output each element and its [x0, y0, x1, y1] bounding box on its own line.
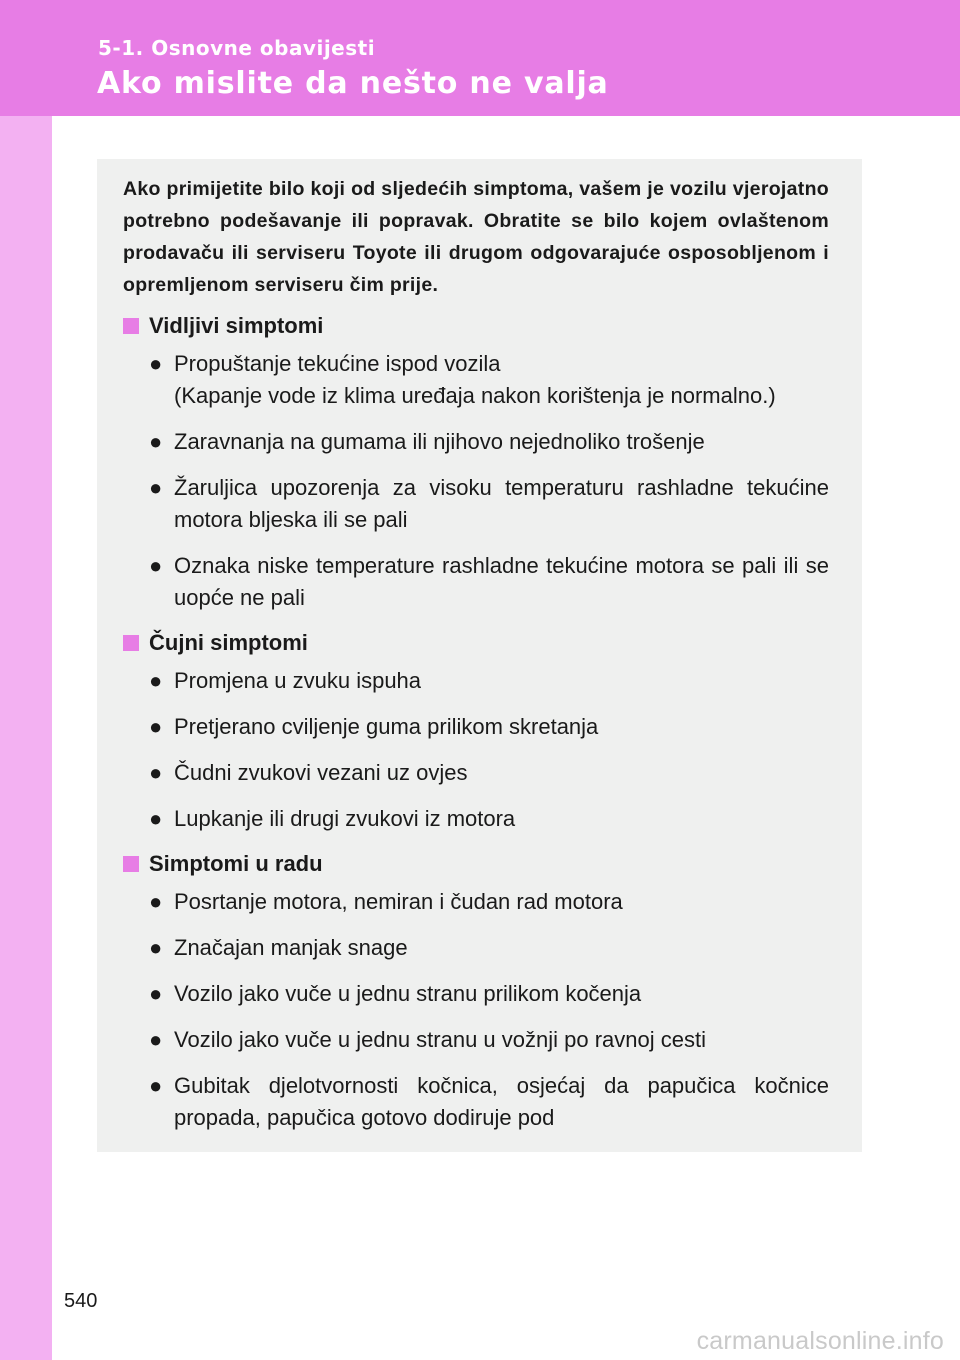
list-item-text: Lupkanje ili drugi zvukovi iz motora	[174, 806, 516, 831]
section-audible-symptoms	[123, 628, 829, 835]
bullet-icon: ●	[149, 935, 163, 960]
symptom-list	[123, 348, 829, 614]
side-strip	[0, 116, 52, 1360]
list-item-text: Vozilo jako vuče u jednu stranu u vožnji po ravnoj cesti	[174, 1027, 706, 1052]
section-visible-symptoms	[123, 311, 829, 614]
bullet-icon: ●	[149, 760, 163, 785]
square-marker-icon	[123, 856, 139, 872]
section-title: Čujni simptomi	[149, 630, 308, 655]
bullet-icon: ●	[149, 1027, 163, 1052]
list-item-note: (Kapanje vode iz klima uređaja nakon korištenja je normalno.)	[174, 383, 776, 408]
bullet-icon: ●	[149, 429, 163, 454]
list-item	[149, 1024, 829, 1056]
list-item-text: Vozilo jako vuče u jednu stranu prilikom kočenja	[174, 981, 642, 1006]
list-item-content	[174, 348, 829, 412]
content-box	[97, 159, 862, 1152]
list-item-text: Zaravnanja na gumama ili njihovo nejednoliko trošenje	[174, 429, 705, 454]
list-item-text: Propuštanje tekućine ispod vozila	[174, 351, 501, 376]
page-number: 540	[64, 1290, 98, 1312]
list-item-text: Gubitak djelotvornosti kočnica, osjećaj da papučica kočnice propada, papučica gotovo dodiruje pod	[174, 1073, 829, 1130]
list-item	[149, 665, 829, 697]
section-heading	[123, 628, 829, 658]
list-item	[149, 348, 829, 412]
square-marker-icon	[123, 635, 139, 651]
list-item	[149, 757, 829, 789]
list-item-text: Žaruljica upozorenja za visoku temperaturu rashladne tekućine motora bljeska ili se pali	[174, 475, 829, 532]
bullet-icon: ●	[149, 668, 163, 693]
section-title: Simptomi u radu	[149, 851, 323, 876]
watermark: carmanualsonline.info	[696, 1327, 944, 1355]
symptom-list	[123, 665, 829, 835]
list-item	[149, 803, 829, 835]
intro-paragraph: Ako primijetite bilo koji od sljedećih simptoma, vašem je vozilu vjerojatno potrebno podešavanje ili popravak. Obratite se bilo kojem ovlaštenom prodavaču ili serviseru Toyote ili drugom odgovarajuće osposobljenom i opremljenom serviseru čim prije.	[123, 178, 829, 296]
symptom-list	[123, 886, 829, 1134]
section-heading	[123, 849, 829, 879]
section-heading	[123, 311, 829, 341]
list-item	[149, 978, 829, 1010]
page-header	[0, 0, 960, 116]
section-reference: 5-1. Osnovne obavijesti	[98, 36, 376, 60]
list-item-text: Značajan manjak snage	[174, 935, 408, 960]
list-item-text: Pretjerano cviljenje guma prilikom skretanja	[174, 714, 599, 739]
section-operational-symptoms	[123, 849, 829, 1134]
bullet-icon: ●	[149, 714, 163, 739]
bullet-icon: ●	[149, 889, 163, 914]
list-item-text: Promjena u zvuku ispuha	[174, 668, 422, 693]
bullet-icon: ●	[149, 351, 163, 376]
list-item-text: Posrtanje motora, nemiran i čudan rad motora	[174, 889, 623, 914]
list-item-text: Oznaka niske temperature rashladne tekućine motora se pali ili se uopće ne pali	[174, 553, 829, 610]
list-item	[149, 886, 829, 918]
bullet-icon: ●	[149, 1073, 163, 1098]
list-item	[149, 550, 829, 614]
bullet-icon: ●	[149, 981, 163, 1006]
page-title: Ako mislite da nešto ne valja	[97, 66, 609, 101]
list-item	[149, 932, 829, 964]
bullet-icon: ●	[149, 806, 163, 831]
list-item	[149, 1070, 829, 1134]
section-title: Vidljivi simptomi	[149, 313, 324, 338]
bullet-icon: ●	[149, 475, 163, 500]
list-item	[149, 472, 829, 536]
list-item-text: Čudni zvukovi vezani uz ovjes	[174, 760, 468, 785]
list-item	[149, 426, 829, 458]
square-marker-icon	[123, 318, 139, 334]
bullet-icon: ●	[149, 553, 163, 578]
list-item	[149, 711, 829, 743]
